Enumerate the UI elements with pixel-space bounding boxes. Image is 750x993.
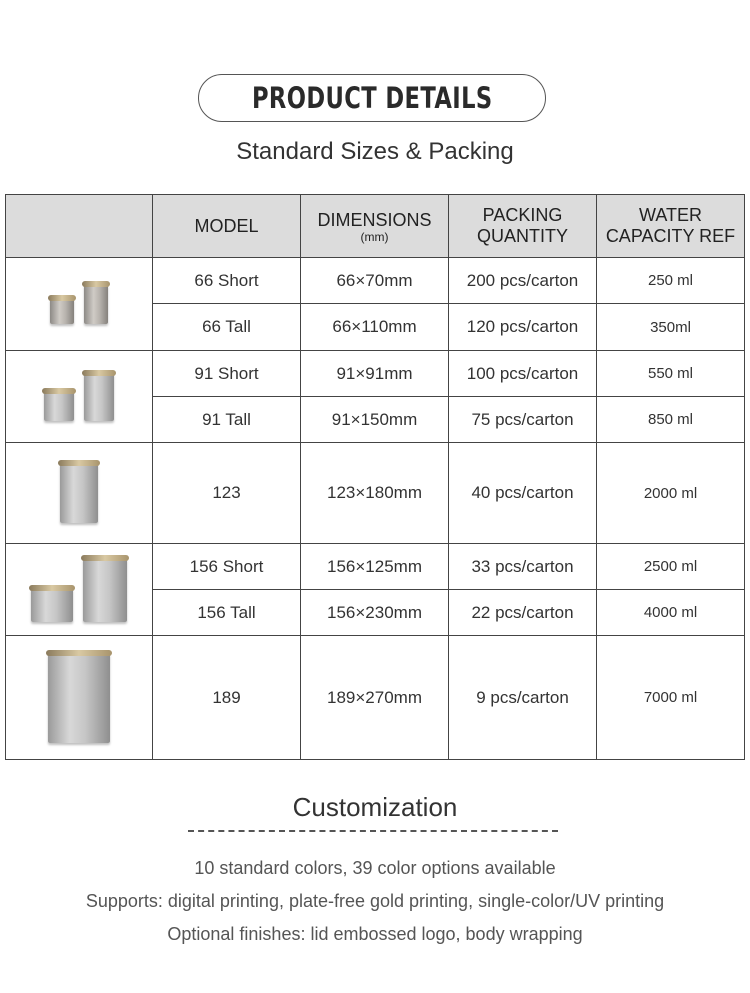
- cell-model: 91 Short: [153, 351, 301, 397]
- cans-123: [6, 463, 152, 523]
- header-model: MODEL: [153, 195, 301, 258]
- cell-dimensions: 66×70mm: [301, 258, 449, 304]
- can-91-short-image: [44, 391, 74, 421]
- can-image-189: [6, 636, 153, 760]
- header-image-cell: [6, 195, 153, 258]
- customization-line-colors: 10 standard colors, 39 color options available: [194, 858, 556, 878]
- cell-model: 189: [153, 636, 301, 760]
- cell-model: 91 Tall: [153, 397, 301, 443]
- can-156-short-image: [31, 588, 73, 622]
- cell-capacity: 2500 ml: [597, 544, 745, 590]
- can-123-image: [60, 463, 98, 523]
- can-189-image: [48, 653, 110, 743]
- cell-capacity: 250 ml: [597, 258, 745, 304]
- can-image-91: [6, 351, 153, 443]
- customization-line-printing: Supports: digital printing, plate-free gold printing, single-color/UV printing: [85, 891, 665, 911]
- cell-capacity: 350ml: [597, 304, 745, 351]
- dashed-divider: [188, 830, 558, 832]
- cell-capacity: 550 ml: [597, 351, 745, 397]
- cell-model: 66 Tall: [153, 304, 301, 351]
- header-packing-line1: PACKING: [482, 205, 563, 225]
- cell-dimensions: 156×230mm: [301, 590, 449, 636]
- can-image-123: [6, 443, 153, 544]
- header-packing-line2: QUANTITY: [476, 226, 568, 246]
- table-row: [6, 258, 745, 304]
- customization-title: Customization: [292, 792, 458, 822]
- cell-dimensions: 189×270mm: [301, 636, 449, 760]
- cell-packing: 200 pcs/carton: [449, 258, 597, 304]
- customization-line-finishes: Optional finishes: lid embossed logo, body wrapping: [167, 924, 583, 944]
- header-dimensions-label: DIMENSIONS: [317, 209, 432, 230]
- cell-capacity: 850 ml: [597, 397, 745, 443]
- cell-dimensions: 66×110mm: [301, 304, 449, 351]
- can-66-short-image: [50, 298, 74, 324]
- title-pill: [198, 74, 546, 122]
- can-91-tall-image: [84, 373, 114, 421]
- can-image-156: [6, 544, 153, 636]
- cell-capacity: 2000 ml: [597, 443, 745, 544]
- table-row: [6, 443, 745, 544]
- cell-packing: 40 pcs/carton: [449, 443, 597, 544]
- table-row: [6, 351, 745, 397]
- cell-dimensions: 156×125mm: [301, 544, 449, 590]
- cans-91: [6, 373, 152, 421]
- cans-66: [6, 284, 152, 324]
- cell-packing: 22 pcs/carton: [449, 590, 597, 636]
- header-water-line1: WATER: [639, 205, 702, 225]
- spec-table: [5, 194, 745, 760]
- cell-capacity: 4000 ml: [597, 590, 745, 636]
- can-156-tall-image: [83, 558, 127, 622]
- can-66-tall-image: [84, 284, 108, 324]
- cell-model: 66 Short: [153, 258, 301, 304]
- page-subtitle: Standard Sizes & Packing: [236, 138, 514, 165]
- cans-189: [6, 653, 152, 743]
- cell-dimensions: 91×150mm: [301, 397, 449, 443]
- table-header-row: [6, 195, 745, 258]
- cell-packing: 120 pcs/carton: [449, 304, 597, 351]
- can-image-66: [6, 258, 153, 351]
- table-row: [6, 636, 745, 760]
- header-dimensions-unit: (mm): [360, 229, 389, 244]
- cell-dimensions: 91×91mm: [301, 351, 449, 397]
- cell-model: 156 Tall: [153, 590, 301, 636]
- header-water-capacity: [597, 195, 745, 258]
- cell-model: 123: [153, 443, 301, 544]
- cell-packing: 33 pcs/carton: [449, 544, 597, 590]
- table-row: [6, 544, 745, 590]
- header-dimensions: [301, 195, 449, 258]
- header-water-line2: CAPACITY REF: [605, 226, 736, 246]
- cans-156: [6, 558, 152, 622]
- cell-packing: 75 pcs/carton: [449, 397, 597, 443]
- cell-model: 156 Short: [153, 544, 301, 590]
- header-packing: [449, 195, 597, 258]
- cell-capacity: 7000 ml: [597, 636, 745, 760]
- page-title: PRODUCT DETAILS: [251, 81, 493, 115]
- cell-packing: 9 pcs/carton: [449, 636, 597, 760]
- cell-dimensions: 123×180mm: [301, 443, 449, 544]
- cell-packing: 100 pcs/carton: [449, 351, 597, 397]
